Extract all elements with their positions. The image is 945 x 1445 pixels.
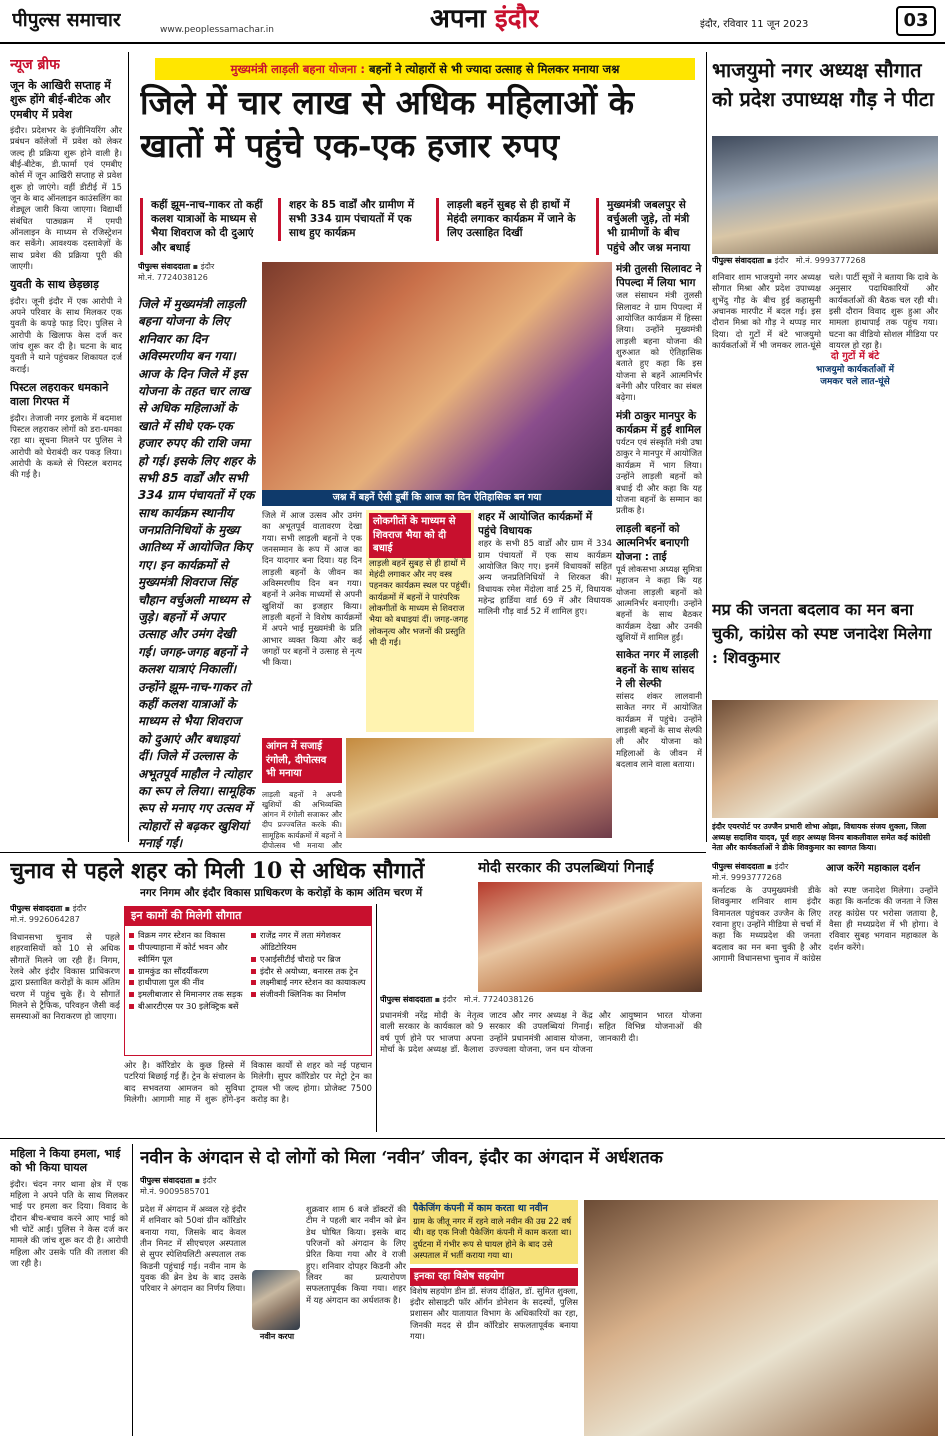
civic-list-b	[251, 930, 367, 1013]
organ-body: प्रदेश में अंगदान में अव्वल रहे इंदौर में शनिवार को 50वां ग्रीन कॉरिडोर बनाया गया, जिसके बाद केवल तीन मिनट में सीएचएल अस्पताल से सुपर स्पेशियलिटी अस्पताल तक किडनी पहुंचाई गई। नवीन नाम के युवक की ब्रेन डेथ के बाद उसके परिवार ने अंगदान का निर्णय लिया।	[140, 1204, 246, 1294]
byline-name: पीपुल्स संवाददाता	[10, 904, 63, 913]
modi-body: प्रधानमंत्री नरेंद्र मोदी के नेतृत्व वाली सरकार के कार्यकाल को 9 वर्ष पूर्ण होने पर भाजपा अपना मोर्चा के प्रदेश अध्यक्ष डॉ. कैलाश जाटव और नगर अध्यक्ष ने केंद्र सरकार की उपलब्धियां गिनाईं। उन्होंने प्रधानमंत्री आवास योजना, उज्ज्वला योजना, जन धन योजना और आयुष्मान भारत योजना सहित विभिन्न योजनाओं की जानकारी दी।	[380, 1010, 702, 1055]
organ-box-head: पैकेजिंग कंपनी में काम करता था नवीन	[413, 1203, 548, 1214]
masthead	[0, 0, 945, 44]
civic-list-columns	[125, 926, 371, 1017]
modi-headline: मोदी सरकार की उपलब्धियां गिनाईं	[478, 860, 654, 876]
column-divider	[132, 1144, 133, 1436]
dks-caption: इंदौर एयरपोर्ट पर उज्जैन प्रभारी शोभा ओझा, विधायक संजय शुक्ला, जिला अध्यक्ष सदाशिव यादव, पूर्व शहर अध्यक्ष विनय बाकलीवाल समेत कई कांग्रेसी नेता और कार्यकर्ताओं ने डीके शिवकुमार का स्वागत किया।	[712, 822, 931, 853]
lead-subhead: मुख्यमंत्री जबलपुर से वर्चुअली जुड़े, तो मंत्री भी ग्रामीणों के बीच पहुंचे और जश्न मनाया	[596, 198, 700, 255]
bjym-headline: भाजयुमो नगर अध्यक्ष सौगात को प्रदेश उपाध्यक्ष गौड़ ने पीटा	[712, 58, 934, 111]
rangoli-body: लाड़ली बहनों ने अपनी खुशियों की अभिव्यक्ति आंगन में रंगोली सजाकर और दीप प्रज्ज्वलित करके की। सामूहिक कार्यक्रमों में बहनों ने दीपोत्सव भी मनाया और	[262, 790, 342, 850]
attack-body: इंदौर। चंदन नगर थाना क्षेत्र में एक महिला ने अपने पति के साथ मिलकर भाई पर हमला कर दिया। विवाद के दौरान बीच-बचाव करने आए भाई को भी चोटें आईं। पुलिस ने केस दर्ज कर मामले की जांच शुरू कर दी है। आरोपी महिला और उसके पति की तलाश की जा रही है।	[10, 1178, 128, 1268]
dks-photo[interactable]	[712, 700, 938, 818]
lead-subhead: लाड़ली बहनें सुबह से ही हाथों में मेहंदी लगाकर कार्यक्रम में जाने के लिए उत्साहित दिखीं	[436, 198, 586, 241]
attack-story	[10, 1144, 128, 1434]
civic-headline: चुनाव से पहले शहर को मिली 10 से अधिक सौगातें	[10, 858, 425, 884]
civic-list-box	[124, 906, 372, 1056]
lead-col3-body: शहर के सभी 85 वार्डों और ग्राम में 334 ग्राम पंचायतों में एक साथ कार्यक्रम आयोजित किए गए। इनमें विधायकों सहित अन्य जनप्रतिनिधियों ने शिरकत की। विधायक रमेश मेंदोला वार्ड 25 में, विधायक महेन्द्र हार्डिया वार्ड 69 में और विधायक मालिनी गौड़ वार्ड 52 में शामिल हुए।	[478, 538, 612, 617]
modi-byline: पीपुल्स संवाददाता ▪ इंदौर मो.नं. 7724038126	[380, 995, 534, 1004]
byline-city: इंदौर	[442, 995, 457, 1004]
tulsi-body: जल संसाधन मंत्री तुलसी सिलावट ने ग्राम पिपल्दा में आयोजित कार्यक्रम में हिस्सा लिया। उन्होंने मुख्यमंत्री लाड़ली बहना योजना की शुरुआत को ऐतिहासिक बताते हुए कहा कि इस योजना से बहनें आत्मनिर्भर बनेंगी और परिवार का संबल बढ़ेगा।	[616, 290, 702, 403]
dateline: इंदौर, रविवार 11 जून 2023	[700, 19, 809, 30]
civic-list-item: राजेंद्र नगर में लता मंगेशकर ऑडिटोरियम	[251, 930, 367, 954]
byline-mobile: मो.नं. 7724038126	[138, 272, 208, 282]
column-divider	[706, 52, 707, 842]
section-title	[430, 2, 539, 37]
civic-list-head: इन कामों की मिलेगी सौगात	[125, 907, 371, 926]
byline-mobile: मो.नं. 9926064287	[10, 914, 80, 924]
paper-tagline	[12, 8, 70, 9]
civic-list-item: विक्रम नगर स्टेशन का विकास	[129, 930, 245, 942]
organ-body-2: शुक्रवार शाम 6 बजे डॉक्टरों की टीम ने पहली बार नवीन को ब्रेन डेथ घोषित किया। इसके बाद परिजनों को अंगदान के लिए प्रेरित किया गया और वे राजी हुए। शनिवार दोपहर किडनी और लिवर का प्रत्यारोपण सफलतापूर्वक किया गया। शहर में यह अंगदान का अर्धशतक है।	[306, 1204, 406, 1305]
brief-headline: पिस्टल लहराकर धमकाने वाला गिरफ्त में	[10, 381, 109, 409]
section-title-b: इंदौर	[494, 4, 539, 34]
rangoli-head: आंगन में सजाई रंगोली, दीपोत्सव भी मनाया	[262, 738, 342, 783]
lead-kicker-label: मुख्यमंत्री लाड़ली बहना योजना :	[230, 62, 366, 76]
lead-kicker-text: बहनों ने त्योहारों से भी ज्यादा उत्साह से मिलकर मनाया जश्न	[369, 62, 620, 76]
byline-mobile: मो.नं. 7724038126	[463, 995, 534, 1004]
organ-photo[interactable]	[584, 1200, 938, 1436]
paper-logo[interactable]	[12, 8, 121, 34]
civic-body: विधानसभा चुनाव से पहले शहरवासियों को 10 से अधिक सौगातें मिलने जा रही हैं। निगम, रेलवे और इंदौर विकास प्राधिकरण द्वारा प्रस्तावित करोड़ों के काम अंतिम चरण में पहुंच चुके हैं। ये सौगातें मिलने से ट्रैफिक, परिवहन जैसी कई समस्याओं का निराकरण हो जाएगा।	[10, 932, 120, 1022]
lead-col3-head: शहर में आयोजित कार्यक्रमों में पहुंचे विधायक	[478, 511, 593, 538]
page-number: 03	[896, 6, 936, 36]
byline-mobile: मो.नं. 9993777268	[712, 872, 782, 882]
lead-right-column	[616, 262, 702, 848]
site-url[interactable]: www.peoplessamachar.in	[160, 25, 274, 35]
brief-body: इंदौर। तेजाजी नगर इलाके में बदमाश पिस्टल लहराकर लोगों को डरा-धमका रहा था। सूचना मिलने पर पुलिस ने आरोपी को घेराबंदी कर पकड़ लिया। आरोपी के कब्जे से पिस्टल बरामद की गई है।	[10, 412, 122, 480]
saket-body: सांसद शंकर लालवानी साकेत नगर में आयोजित कार्यक्रम में पहुंचे। उन्होंने लाड़ली बहनों के साथ सेल्फी ली और योजना को महिलाओं के जीवन में बदलाव लाने वाला बताया।	[616, 690, 702, 770]
organ-help-body: विशेष सहयोग डीन डॉ. संजय दीक्षित, डॉ. सुमित शुक्ला, इंदौर सोसाइटी फॉर ऑर्गन डोनेशन के सदस्यों, पुलिस प्रशासन और यातायात विभाग के अधिकारियों का रहा, जिनकी मदद से ग्रीन कॉरिडोर सफलतापूर्वक बनाया गया।	[410, 1285, 578, 1342]
brief-headline: जून के आखिरी सप्ताह में शुरू होंगे बीई-बीटेक और एमबीए में प्रवेश	[10, 79, 111, 121]
brief-headline: युवती के साथ छेड़छाड़	[10, 278, 99, 292]
usha-body: पर्यटन एवं संस्कृति मंत्री उषा ठाकुर ने मानपुर में आयोजित कार्यक्रम में भाग लिया। उन्होंने लाड़ली बहनों को बधाई दी और कहा कि यह योजना बहनों के सम्मान का प्रतीक है।	[616, 437, 702, 516]
modi-photo[interactable]	[478, 882, 702, 992]
bjym-body: शनिवार शाम भाजयुमो नगर अध्यक्ष सौगात मिश्रा और प्रदेश उपाध्यक्ष शुभेंदु गौड़ के बीच हुई कहासुनी अचानक मारपीट में बदल गई। इस दौरान मिश्रा को गौड़ ने थप्पड़ मार दिया। दो गुटों में बंटे भाजयुमो कार्यकर्ताओं में भी जमकर लात-घूंसे चले। पार्टी सूत्रों ने बताया कि दावे के अनुसार पदाधिकारियों और कार्यकर्ताओं की बैठक चल रही थी। इसी दौरान विवाद शुरू हुआ और मामला हाथापाई तक पहुंच गया। घटना का वीडियो सोशल मीडिया पर वायरल हो रहा है।	[712, 272, 938, 351]
brief-body: इंदौर। प्रदेशभर के इंजीनियरिंग और प्रबंधन कॉलेजों में प्रवेश को लेकर जल्द ही प्रक्रिया शुरू होने वाली है। बीई-बीटेक, डी.फार्मा एवं एमबीए कोर्स में जून आखिरी सप्ताह से प्रवेश शुरू हो जाएंगे। वहीं डीटीई में 15 जून के बाद ऑनलाइन काउंसलिंग का शेड्यूल जारी किया जाएगा। विद्यार्थी संबंधित पाठ्यक्रम में एमपी ऑनलाइन के माध्यम से रजिस्ट्रेशन कर सकेंगे। आवश्यक दस्तावेज़ों के साथ प्रवेश की प्रक्रिया पूरी की जाएगी।	[10, 124, 122, 272]
civic-list-a	[129, 930, 245, 1013]
civic-list-item: एआईसीटीई चौराहे पर ब्रिज	[251, 954, 367, 966]
byline-city: इंदौर	[202, 1176, 217, 1185]
organ-byline: पीपुल्स संवाददाता ▪ इंदौर मो.नं. 9009585701	[140, 1176, 217, 1196]
bjym-byline: पीपुल्स संवाददाता ▪ इंदौर मो.नं. 9993777268	[712, 256, 866, 265]
civic-byline: पीपुल्स संवाददाता ▪ इंदौर मो.नं. 9926064287	[10, 904, 87, 924]
lead-headline: जिले में चार लाख से अधिक महिलाओं के खातों में पहुंचे एक-एक हजार रुपए	[140, 83, 634, 165]
civic-list-item: हाथीपाला पुल की नींव	[129, 977, 245, 989]
brief-body: इंदौर। जूनी इंदौर में एक आरोपी ने अपने परिवार के साथ मिलकर एक युवती के कपड़े फाड़ दिए। पुलिस ने आरोपी के खिलाफ केस दर्ज कर जांच शुरू कर दी है। घटना के बाद युवती ने थाने पहुंचकर शिकायत दर्ज कराई।	[10, 295, 122, 374]
byline-mobile: मो.नं. 9009585701	[140, 1186, 210, 1196]
civic-list-item: बीआरटीएस पर 30 इलेक्ट्रिक बसें	[129, 1001, 245, 1013]
lead-kicker	[155, 58, 695, 80]
section-rule	[0, 1138, 945, 1139]
organ-help-head: इनका रहा विशेष सहयोग	[410, 1268, 578, 1286]
byline-name: पीपुल्स संवाददाता	[712, 862, 765, 871]
section-rule	[0, 852, 706, 853]
civic-list-item: पीपल्याहाना में कोर्ट भवन और स्वीमिंग पूल	[129, 942, 245, 966]
sidebox-title: लोकगीतों के माध्यम से शिवराज भैया को दी बधाई	[369, 513, 471, 558]
dks-body: कर्नाटक के उपमुख्यमंत्री डीके शिवकुमार शनिवार शाम इंदौर विमानतल पहुंचकर उज्जैन के लिए रवाना हुए। उन्होंने मीडिया से चर्चा में कहा कि मध्यप्रदेश की जनता बदलाव का मन बना चुकी है और आगामी विधानसभा चुनाव में कांग्रेस को स्पष्ट जनादेश मिलेगा। उन्होंने कहा कि कर्नाटक की जनता ने जिस तरह कांग्रेस पर भरोसा जताया है, वैसा ही मध्यप्रदेश में भी होगा। वे रविवार सुबह भगवान महाकाल के दर्शन करेंगे।	[712, 885, 938, 964]
news-brief-header: न्यूज ब्रीफ	[10, 57, 60, 73]
byline-city: इंदौर	[774, 862, 789, 871]
usha-head: मंत्री ठाकुर मानपुर के कार्यक्रम में हुईं शामिल	[616, 409, 702, 436]
column-divider	[128, 52, 129, 842]
byline-name: पीपुल्स संवाददाता	[140, 1176, 193, 1185]
callout-line2: भाजयुमो कार्यकर्ताओं में जमकर चले लात-घूंसे	[816, 364, 894, 387]
organ-box	[410, 1200, 578, 1264]
byline-city: इंदौर	[774, 256, 789, 265]
lead-body: जिले में आज उत्सव और उमंग का अभूतपूर्व वातावरण देखा गया। सभी लाड़ली बहनों ने एक जनसम्मान के रूप में आज का दिन यादगार बना दिया। यह दिन लाड़ली बहनों के जीवन का अविस्मरणीय दिन बन गया। बहनों ने अनेक माध्यमों से अपनी खुशियों का इजहार किया। लाड़ली बहनों ने विशेष कार्यक्रमों में अपने भाई मुख्यमंत्री के प्रति आभार व्यक्त किया और कई जगहों पर बहनों ने उत्साह से नृत्य भी किया।	[262, 510, 362, 668]
civic-list-item: इंदौर से अयोध्या, बनारस तक ट्रेन	[251, 966, 367, 978]
dks-byline: पीपुल्स संवाददाता ▪ इंदौर मो.नं. 9993777268	[712, 862, 789, 882]
lead-photo-caption: जश्न में बहनें ऐसी डूबीं कि आज का दिन ऐतिहासिक बन गया	[262, 490, 612, 506]
rangoli-photo[interactable]	[346, 738, 612, 838]
lead-col3	[478, 510, 612, 732]
civic-list-item: इमलीबाजार से मिमानगर तक सड़क	[129, 989, 245, 1001]
organ-headline: नवीन के अंगदान से दो लोगों को मिला ‘नवीन’ जीवन, इंदौर का अंगदान में अर्धशतक	[140, 1148, 663, 1168]
civic-body-2: ओर है। कॉरिडोर के कुछ हिस्से में पटरियां बिछाई गई हैं। ट्रेन के संचालन के बाद सभवतया आमजन को सुविधा मिलेगी। आगामी माह में शुरू होंगे-इन विकास कार्यों से शहर को नई पहचान मिलेगी। सुपर कॉरिडोर पर मेट्रो ट्रेन का ट्रायल भी जल्द होगा। प्रोजेक्ट 7500 करोड़ का है।	[124, 1060, 372, 1105]
portrait-caption: नवीन करपा	[259, 1332, 295, 1341]
dks-headline: मप्र की जनता बदलाव का मन बना चुकी, कांग्रेस को स्पष्ट जनादेश मिलेगा : शिवकुमार	[712, 600, 932, 667]
civic-list-item: संजीवनी क्लिनिक का निर्माण	[251, 989, 367, 1001]
byline-name: पीपुल्स संवाददाता	[380, 995, 433, 1004]
aatma-head: लाड़ली बहनों को आत्मनिर्भर बनाएगी योजना : ताई	[616, 522, 689, 563]
sidebox-body: लाड़ली बहनें सुबह से ही हाथों में मेहंदी लगाकर और नए वस्त्र पहनकर कार्यक्रम स्थल पर पहुंचीं। कार्यक्रमों में बहनों ने पारंपरिक लोकगीतों के माध्यम से शिवराज भैया को बधाइयां दीं। जगह-जगह लोकनृत्य और भजनों की प्रस्तुति भी दी गई।	[369, 557, 471, 647]
lead-sidebox	[366, 510, 474, 732]
civic-list-item: ग्रामकुंड का सौंदर्यीकरण	[129, 966, 245, 978]
byline-name: पीपुल्स संवाददाता	[712, 256, 765, 265]
dks-aside-head: आज करेंगे महाकाल दर्शन	[826, 863, 921, 874]
news-brief-column	[10, 76, 122, 841]
saket-head: साकेत नगर में लाड़ली बहनों के साथ सांसद ने ली सेल्फी	[616, 649, 699, 690]
bjym-photo[interactable]	[712, 136, 938, 254]
organ-sidebar	[410, 1200, 578, 1436]
callout-line1: दो गुटों में बंटे	[830, 351, 880, 362]
byline-mobile: मो.नं. 9993777268	[795, 256, 866, 265]
byline-city: इंदौर	[200, 262, 215, 271]
organ-box-body: ग्राम के जीतू नगर में रहने वाले नवीन की उम्र 22 वर्ष थी। वह एक निजी पैकेजिंग कंपनी में काम करता था। दुर्घटना में गंभीर रूप से घायल होने के बाद उसे अस्पताल में भर्ती कराया गया था।	[413, 1215, 572, 1260]
portrait-photo[interactable]	[252, 1270, 300, 1330]
byline-name: पीपुल्स संवाददाता	[138, 262, 191, 271]
lead-photo[interactable]	[262, 262, 612, 490]
byline-city: इंदौर	[72, 904, 87, 913]
lead-subhead: शहर के 85 वार्डों और ग्रामीण में सभी 334 ग्राम पंचायतों में एक साथ हुए कार्यक्रम	[278, 198, 426, 241]
paper-logo-text: पीपुल्स समाचार	[12, 9, 121, 31]
civic-list-item: लक्ष्मीबाई नगर स्टेशन का कायाकल्प	[251, 977, 367, 989]
section-title-a: अपना	[430, 4, 486, 34]
lead-byline: पीपुल्स संवाददाता ▪ इंदौर मो.नं. 7724038126	[138, 262, 215, 282]
civic-subhead: नगर निगम और इंदौर विकास प्राधिकरण के करोड़ों के काम अंतिम चरण में	[140, 887, 423, 899]
tulsi-head: मंत्री तुलसी सिलावट ने पिपल्दा में लिया भाग	[616, 263, 702, 290]
aatma-body: पूर्व लोकसभा अध्यक्ष सुमित्रा महाजन ने कहा कि यह योजना लाड़ली बहनों को आत्मनिर्भर बनाएगी। उन्होंने बहनों के साथ बैठकर कार्यक्रम देखा और उनकी खुशियों में शामिल हुईं।	[616, 564, 702, 643]
lead-subhead: कहीं झूम-नाच-गाकर तो कहीं कलश यात्राओं के माध्यम से भैया शिवराज को दी दुआएं और बधाई	[140, 198, 268, 255]
lead-quote: जिले में मुख्यमंत्री लाड़ली बहना योजना के लिए शनिवार का दिन अविस्मरणीय बन गया। आज के दिन जिले में इस योजना के तहत चार लाख से अधिक महिलाओं के खाते में सीधे एक-एक हजार रुपए की राशि जमा हो गई। इसके लिए शहर के सभी 85 वार्डों और सभी 334 ग्राम पंचायतों में एक साथ कार्यक्रम स्थानीय जनप्रतिनिधियों के मुख्य आतिथ्य में आयोजित किए गए। इन कार्यक्रमों से मुख्यमंत्री शिवराज सिंह चौहान वर्चुअली माध्यम से जुड़े। बहनों में अपार उत्साह और उमंग देखी गई। जगह-जगह बहनों ने कलश यात्राएं निकालीं। उन्होंने झूम-नाच-गाकर तो कहीं कलश यात्राओं के माध्यम से भैया शिवराज को दुआएं और बधाइयां दीं। जिले में उल्लास के अभूतपूर्व माहौल ने त्योहार का रूप ले लिया। सामूहिक रूप से मनाए गए उत्सव में त्योहारों से बढ़कर खुशियां मनाई गईं।	[138, 297, 256, 851]
column-divider	[376, 904, 377, 1132]
attack-headline: महिला ने किया हमला, भाई को भी किया घायल	[10, 1147, 121, 1175]
